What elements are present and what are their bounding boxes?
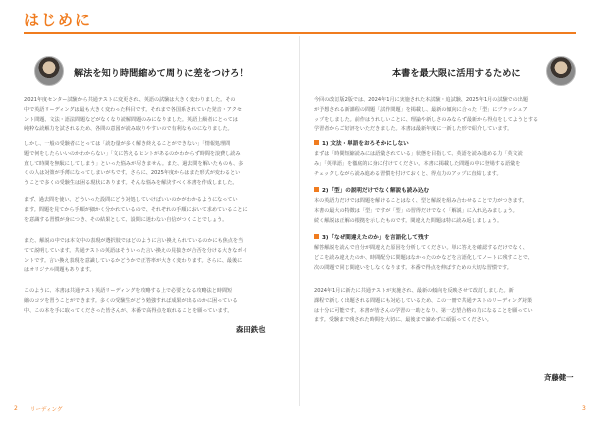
text-line: ップをしました。前作はうれしいことに、理論や新しさのみならず最新から得点をしてようとする — [314, 116, 539, 123]
author-portrait — [34, 56, 64, 86]
paragraph — [24, 196, 278, 225]
text-line: 題で何をしたらいいのかわからない」「文に答えるヒントがあるのかわからず時間を浪費し読み — [24, 150, 241, 157]
left-heading: 解法を知り時間縮めて周りに差をつけろ！ — [74, 68, 249, 79]
section-heading — [314, 186, 429, 194]
text-line: 本の英語力だけでは問題を解けることはなく、型と解説を組み合わせることで力がつきます。 — [314, 198, 528, 204]
section-title: はじめに — [24, 11, 93, 29]
paragraph — [314, 287, 574, 326]
text-line: ント問題、文法・語法問題などがなくなり読解問題のみになりました。英語上級者にとっては — [24, 116, 238, 123]
author-signature: 森田鉄也 — [236, 325, 266, 334]
text-line: 本書の最大の特徴は「型」ですが「型」の習得だけでなく「解説」に入れ込みましょう。 — [314, 207, 518, 214]
bullet-marker — [314, 234, 319, 239]
right-heading: 本書を最大限に活用するために — [392, 68, 521, 79]
paragraph — [24, 96, 278, 135]
section-title: 3)「なぜ間違えたのか」を言語化して残す — [322, 235, 430, 241]
section-title: 1) 文法・単語をおろそかにしない — [322, 141, 409, 147]
page-number: 3 — [582, 405, 586, 412]
text-line: ます。問題を見てから手順が細かく分かれているので、それぞれの手順において求めていることに — [24, 206, 248, 213]
text-line: このように、本書は共通テスト英語リーディングを攻略する上で必要となる攻略法と時間短 — [24, 288, 233, 294]
text-line: 2024年1月に新たに共通テストが実施され、最新の傾向を反映させて改訂しました。新 — [314, 288, 514, 294]
paragraph — [314, 244, 574, 273]
text-line: 課程で新しく出題される問題にも対応しているため、この一冊で共通テストのリーディング対策 — [314, 297, 533, 304]
text-line: は十分に可能です。本書が皆さんの学習の一助となり、第一志望合格の力になることを願ってい — [314, 307, 533, 314]
paragraph — [24, 237, 278, 276]
text-line: くの人は対策が手薄になってしまいがちです。さらに、2025年度からはまた形式が変わるとい — [24, 170, 241, 177]
text-line: 次の問題で同じ間違いをしなくなります。本番で得点を伸ばすための大切な習慣です。 — [314, 264, 512, 271]
text-line: チェックしながら読み進める習慣を付けておくと、得点力のアップに直結します。 — [314, 170, 502, 177]
paragraph — [24, 140, 278, 189]
text-line: 純粋な読解力を試されるため、各問の意図が読み取りやすいので有利なものになりました。 — [24, 126, 233, 133]
text-line: 縮のコツを習うことができます。多くの受験生がどう勉強すれば成果が出るのかに困っている — [24, 297, 238, 304]
text-line: 直して時間を無駄にしてしまう」といった悩みが尽きません。また、過去問を解いたものも、多 — [24, 160, 244, 167]
section-heading — [314, 233, 429, 241]
text-line: ントです。言い換え表現を意識しているかどうかで正答率が大きく変わります。さらに、最後に — [24, 257, 243, 264]
paragraph — [314, 197, 574, 226]
text-line: 解答解説を読んで自分が間違えた原因を分析してください。単に答えを確認するだけでなく、 — [314, 245, 528, 251]
bullet-marker — [314, 140, 319, 145]
section-title: 2)「型」の説明だけでなく解説も読み込む — [322, 188, 430, 194]
text-line: また、解説の中では本文中の表現が選択肢ではどのように言い換えられているのかにも焦点を当 — [24, 238, 244, 244]
paragraph — [314, 150, 574, 179]
text-line: を意識する習慣が身につき、その結果として、設問に迷わない自信がつくことでしょう。 — [24, 216, 228, 223]
page-number: 2 — [14, 405, 18, 412]
text-line: うことで多くの受験生は困る現状にあります。そんな悩みを解決すべく本書を作成しました。 — [24, 180, 238, 187]
text-line: 学習者からご好評をいただきました。本書は最新年度に一新した形で紹介しています。 — [314, 126, 513, 133]
text-line: 中、この本を手に取ってくださった皆さんが、本番で高得点を取れることを願っています。 — [24, 307, 233, 314]
author-portrait — [546, 56, 576, 86]
text-line: 続く解説は正解の根拠を示したものです。間違えた問題は特に読み返しましょう。 — [314, 217, 503, 224]
right-page — [300, 0, 600, 426]
text-line: 2021年度センター試験から共通テストに変更され、英語の試験は大きく変わりました。その — [24, 97, 236, 103]
text-line: 今回の改訂版2版では、2024年1月に実施された本試験・追試験、2025年1月の試験での出題 — [314, 97, 528, 103]
paragraph — [314, 96, 574, 135]
text-line: どこを読み違えたのか、時間配分に問題はなかったのかなどを言語化してノートに残すことで、 — [314, 254, 533, 261]
text-line: ます。受験まで残された時間を大切に、最後まで諦めずに頑張ってください。 — [314, 317, 492, 324]
section-heading — [314, 139, 409, 147]
running-head: リーディング — [30, 407, 63, 413]
bullet-marker — [314, 187, 319, 192]
text-line: しかし、一般の受験者にとっては「読む量が多く解き終えることができない」「情報処理問 — [24, 141, 231, 147]
text-line: 中で英語リーディングは最も大きく変わった科目です。それまで各国系されていた発音・アクセ — [24, 106, 242, 113]
text-line: まずは「時間短縮読みには語彙されている」状態を目指して、英語を読み進める力「英文読 — [314, 151, 523, 157]
text-line: が予想される新課程の問題「試作問題」を掲載し、最新の傾向に合った「型」にブラッシュア — [314, 106, 528, 113]
paragraph — [24, 287, 278, 316]
text-line: はオリジナル問題もあります。 — [24, 267, 95, 274]
text-line: み」「英単語」を徹底的に身に付けてください。本書に掲載した問題の中に登場する語彙を — [314, 160, 521, 167]
author-signature: 斉藤健一 — [544, 373, 574, 382]
text-line: てて説明しています。共通テストの英語はそういった言い換えの見抜きが合否を分ける大きなポイ — [24, 247, 248, 254]
text-line: まず、過去問を使い、どういった設問にどう対処していけばいいのかがわかるようになってい — [24, 197, 238, 203]
